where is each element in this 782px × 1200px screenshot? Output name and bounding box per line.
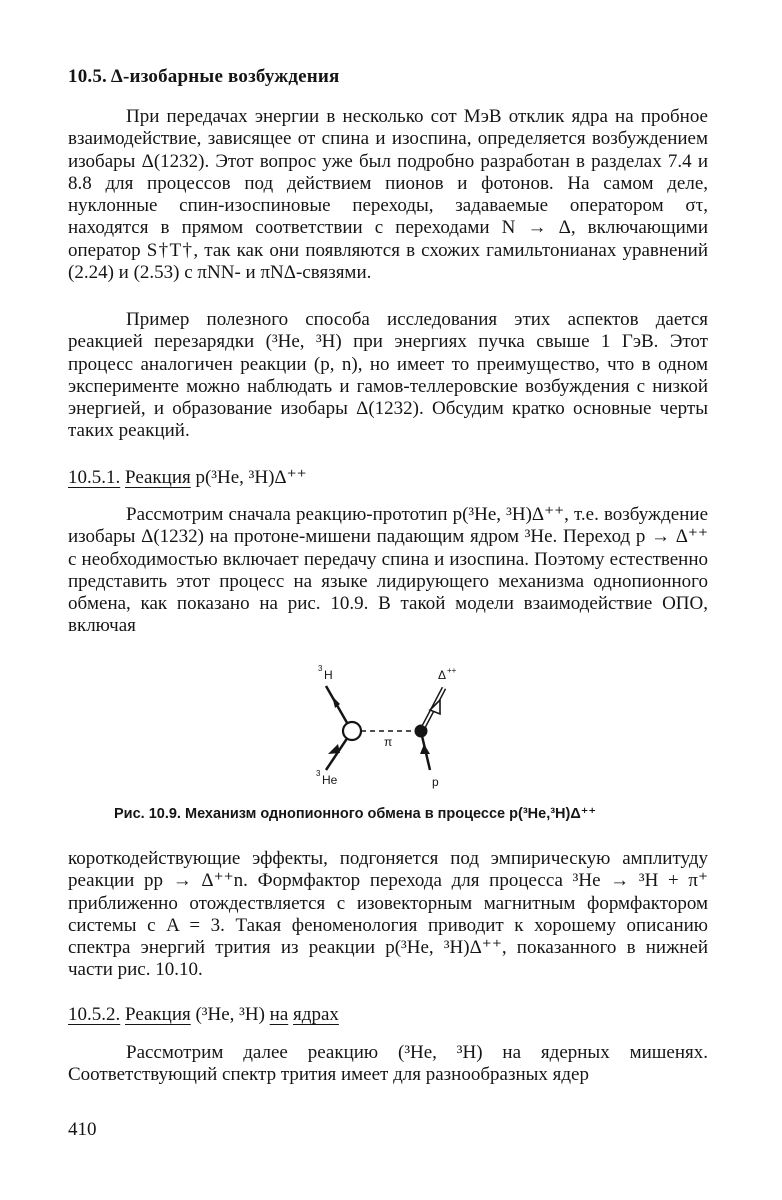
label-pi: π <box>384 735 393 749</box>
label-p: p <box>432 775 439 789</box>
feynman-diagram-svg <box>304 660 464 790</box>
figure-caption: Рис. 10.9. Механизм однопионного обмена в процессе p(³He,³H)Δ⁺⁺ <box>114 806 597 822</box>
subsection-2-number: 10.5.2. <box>68 1004 121 1025</box>
arrow-3he <box>328 744 340 754</box>
paragraph-1: При передачах энергии в несколько сот МэВ отклик ядра на пробное взаимодействие, зависящее от спина и изоспина, определяется возбуждением изобары Δ(1232). Этот вопрос уже был подробно разработан в разделах 7.4 и 8.8 для процессов под действием пионов и фотонов. На самом деле, нуклонные спин-изоспиновые переходы, задаваемые оператором στ, находятся в прямом соответствии с переходами N → Δ, включающими оператор S†T†, так как они появляются в схожих гамильтонианах уравнений (2.24) и (2.53) с πNN- и πNΔ-связями. <box>68 106 708 284</box>
label-3he: He <box>322 773 338 787</box>
subsection-1-formula: p(³He, ³H)Δ⁺⁺ <box>195 467 307 488</box>
feynman-diagram <box>304 660 464 790</box>
subsection-2-tail-b: ядрах <box>293 1004 339 1025</box>
subsection-heading-2 <box>68 1004 339 1026</box>
subsection-1-word: Реакция <box>125 467 191 488</box>
paragraph-4: короткодействующие эффекты, подгоняется под эмпирическую амплитуду реакции pp → Δ⁺⁺n. Формфактор перехода для процесса ³He → ³H + π⁺ приближенно отождествляется с изовекторным магнитным формфактором системы с A = 3. Такая феноменология приводит к хорошему описанию спектра энергий трития из реакции p(³He, ³H)Δ⁺⁺, показанного в нижней части рис. 10.10. <box>68 848 708 981</box>
paragraph-5: Рассмотрим далее реакцию (³He, ³H) на ядерных мишенях. Соответствующий спектр трития имеет для разнообразных ядер <box>68 1042 708 1086</box>
subsection-2-formula: (³He, ³H) <box>195 1004 265 1025</box>
label-3he-sup: 3 <box>316 769 321 778</box>
page-number: 410 <box>68 1119 97 1140</box>
subsection-2-word: Реакция <box>125 1004 191 1025</box>
label-delta-sup: ++ <box>447 666 457 675</box>
paragraph-3: Рассмотрим сначала реакцию-прототип p(³He, ³H)Δ⁺⁺, т.е. возбуждение изобары Δ(1232) на протоне-мишени падающим ядром ³He. Переход p → Δ⁺⁺ с необходимостью включает передачу спина и изоспина. Поэтому естественно представить этот процесс на языке лидирующего механизма однопионного обмена, как показано на рис. 10.9. В такой модели взаимодействие ОПО, включая <box>68 504 708 637</box>
section-heading: 10.5. Δ-изобарные возбуждения <box>68 66 340 87</box>
label-3h-sup: 3 <box>318 664 323 673</box>
label-3h: H <box>324 668 333 682</box>
subsection-1-number: 10.5.1. <box>68 467 121 488</box>
subsection-heading-1 <box>68 466 307 489</box>
label-delta: Δ <box>438 668 447 682</box>
line-3h <box>326 686 350 728</box>
vertex-3he-3h <box>343 722 361 740</box>
subsection-2-tail-a: на <box>269 1004 289 1025</box>
paragraph-2: Пример полезного способа исследования этих аспектов дается реакцией перезарядки (³He, ³H) при энергиях пучка свыше 1 ГэВ. Этот процесс аналогичен реакции (p, n), но имеет то преимущество, что в одном эксперименте можно наблюдать и гамов-теллеровские возбуждения с низкой энергией, и образование изобары Δ(1232). Обсудим кратко основные черты таких реакций. <box>68 309 708 442</box>
